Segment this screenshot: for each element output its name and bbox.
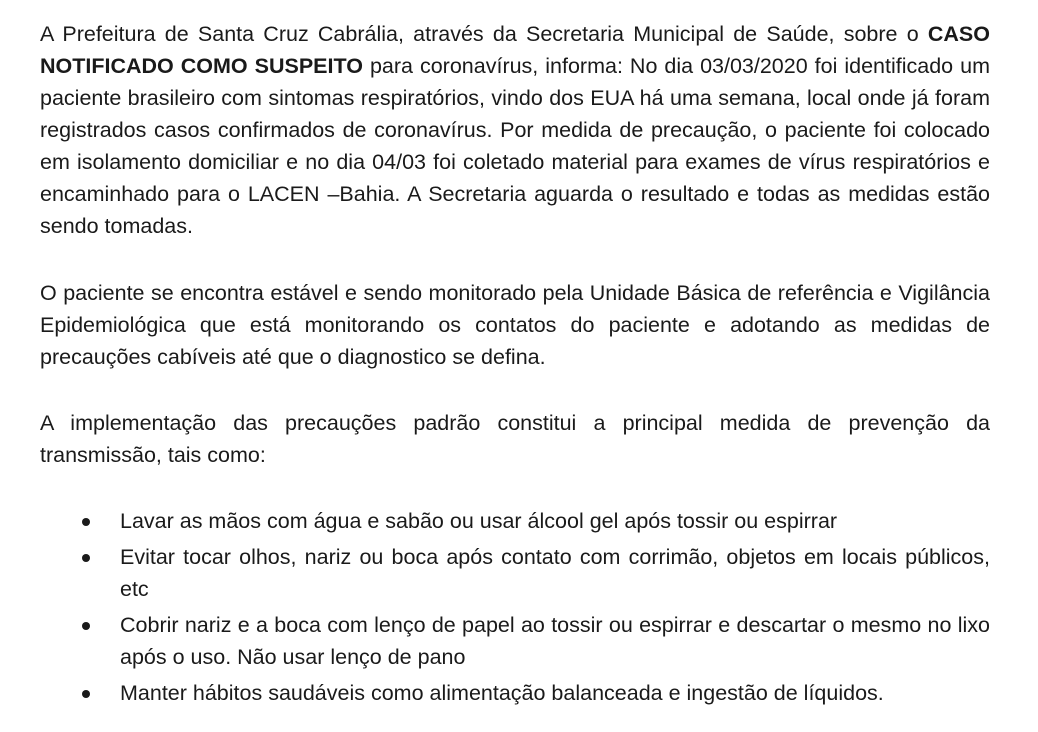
- document-body: [40, 18, 990, 713]
- list-item: [120, 609, 990, 673]
- bullet-icon: [82, 622, 90, 630]
- list-item-text: Cobrir nariz e a boca com lenço de papel ao tossir ou espirrar e descartar o mesmo no lixo após o uso. Não usar lenço de pano: [120, 613, 990, 669]
- bullet-icon: [82, 518, 90, 526]
- paragraph-patient-status: O paciente se encontra estável e sendo monitorado pela Unidade Básica de referência e Vigilância Epidemiológica que está monitorando os contatos do paciente e adotando as medidas de precauções cabíveis até que o diagnostico se defina.: [40, 281, 990, 369]
- list-item: [120, 541, 990, 605]
- precautions-list: [40, 505, 990, 709]
- list-item-text: Manter hábitos saudáveis como alimentação balanceada e ingestão de líquidos.: [120, 681, 884, 705]
- list-item: [120, 677, 990, 709]
- list-item-text: Evitar tocar olhos, nariz ou boca após contato com corrimão, objetos em locais públicos, etc: [120, 545, 990, 601]
- list-item: [120, 505, 990, 537]
- suspected-case-heading: CASO NOTIFICADO COMO SUSPEITO: [40, 22, 990, 78]
- paragraph-precautions-intro: A implementação das precauções padrão constitui a principal medida de prevenção da transmissão, tais como:: [40, 411, 990, 467]
- bullet-icon: [82, 690, 90, 698]
- list-item-text: Lavar as mãos com água e sabão ou usar álcool gel após tossir ou espirrar: [120, 509, 838, 533]
- paragraph-announcement-rest: para coronavírus, informa: No dia 03/03/2020 foi identificado um paciente brasileiro com sintomas respiratórios, vindo dos EUA há uma semana, local onde já foram registrados casos confirmados de coronavírus. Por medida de precaução, o paciente foi colocado em isolamento domiciliar e no dia 04/03 foi coletado material para exames de vírus respiratórios e encaminhado para o LACEN –Bahia. A Secretaria aguarda o resultado e todas as medidas estão sendo tomadas.: [40, 54, 990, 238]
- paragraph-announcement: [40, 18, 990, 242]
- bullet-icon: [82, 554, 90, 562]
- paragraph-announcement-intro: A Prefeitura de Santa Cruz Cabrália, através da Secretaria Municipal de Saúde, sobre o: [40, 22, 928, 46]
